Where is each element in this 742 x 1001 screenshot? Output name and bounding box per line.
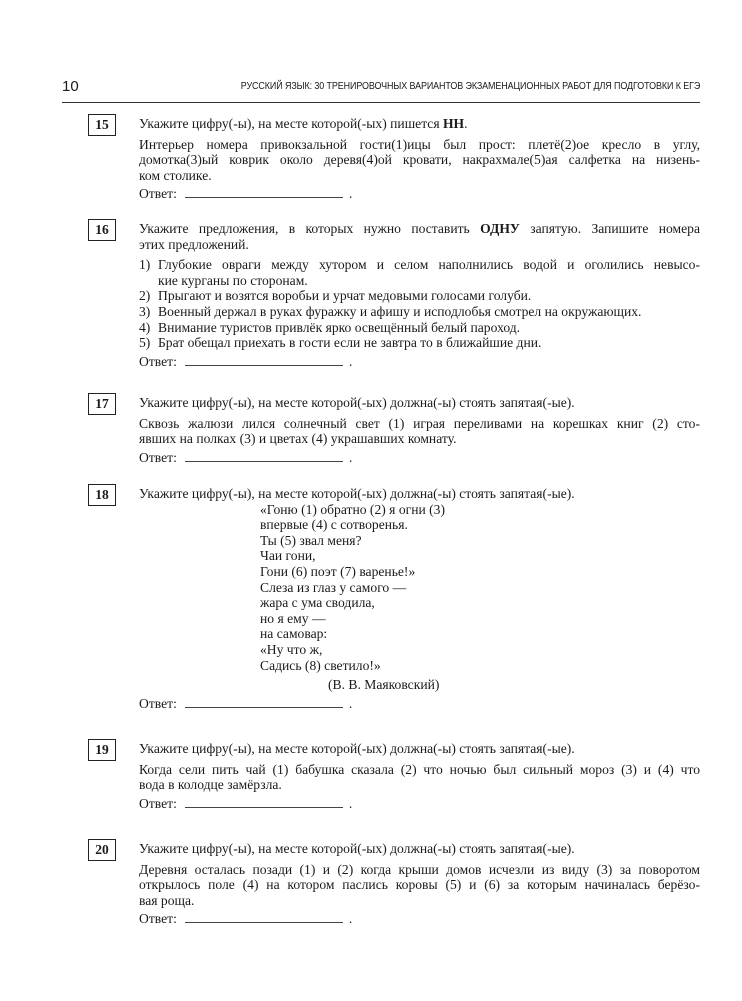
task-text-line: явших на полках (3) и цветах (4) украшавших комнату. <box>139 431 457 447</box>
task-prompt: Укажите цифру(-ы), на месте которой(-ых) должна(-ы) стоять запятая(-ые). <box>139 486 575 501</box>
item-number: 1) <box>139 257 151 273</box>
task-prompt: Укажите цифру(-ы), на месте которой(-ых) должна(-ы) стоять запятая(-ые). <box>139 841 575 856</box>
task-prompt-line: этих предложений. <box>139 236 249 252</box>
prompt-emphasis: НН <box>442 116 465 131</box>
poem-author: (В. В. Маяковский) <box>328 677 440 693</box>
task-number: 18 <box>88 484 116 506</box>
task-text-line: вая роща. <box>139 892 195 908</box>
task-text-line: Деревня осталась позади (1) и (2) когда крыши домов исчезли из виду (3) за поворотом <box>139 861 700 877</box>
answer-label: Ответ: <box>139 186 177 202</box>
answer-dot: . <box>348 695 353 711</box>
poem-line: Садись (8) светило!» <box>260 657 381 673</box>
answer-field[interactable] <box>139 186 700 202</box>
poem-line: впервые (4) с сотворенья. <box>260 517 408 533</box>
answer-blank[interactable] <box>185 354 343 366</box>
prompt-text: Укажите цифру(-ы), на месте которой(-ых) пишется <box>139 116 443 131</box>
task-prompt <box>139 221 700 237</box>
task-text-line: Интерьер номера привокзальной гости(1)ицы был прост: плетё(2)ое кресло в углу, <box>139 136 700 152</box>
list-item <box>139 320 700 336</box>
answer-field[interactable] <box>139 354 700 370</box>
answer-label: Ответ: <box>139 353 177 369</box>
list-item <box>139 288 700 304</box>
answer-blank[interactable] <box>185 696 343 708</box>
task-prompt: Укажите цифру(-ы), на месте которой(-ых) должна(-ы) стоять запятая(-ые). <box>139 741 575 756</box>
task-prompt <box>139 116 700 132</box>
task-number: 19 <box>88 739 116 761</box>
answer-label: Ответ: <box>139 449 177 465</box>
poem <box>260 502 700 674</box>
task-text-line: Когда сели пить чай (1) бабушка сказала (2) что ночью был сильный мороз (3) и (4) что <box>139 761 700 777</box>
prompt-text: Укажите предложения, в которых нужно поставить <box>139 221 481 236</box>
item-number: 4) <box>139 319 151 335</box>
task-number: 17 <box>88 393 116 415</box>
answer-dot: . <box>348 353 353 369</box>
poem-line: Гони (6) поэт (7) варенье!» <box>260 563 416 579</box>
running-header: РУССКИЙ ЯЗЫК: 30 ТРЕНИРОВОЧНЫХ ВАРИАНТОВ ЭКЗАМЕНАЦИОННЫХ РАБОТ ДЛЯ ПОДГОТОВКИ К ЕГЭ <box>240 81 700 92</box>
list-item <box>139 304 700 320</box>
answer-dot: . <box>348 186 353 202</box>
poem-line: жара с ума сводила, <box>260 595 375 611</box>
header-divider <box>62 102 700 103</box>
item-text: Прыгают и возятся воробьи и урчат медовыми голосами голуби. <box>158 288 532 304</box>
task-text-line: ком столике. <box>139 167 212 183</box>
answer-label: Ответ: <box>139 911 177 927</box>
poem-line: «Гоню (1) обратно (2) я огни (3) <box>260 501 446 517</box>
task-number: 16 <box>88 219 116 241</box>
prompt-text: запятую. Запишите номера <box>519 221 700 236</box>
item-text: Военный держал в руках фуражку и афишу и исподлобья смотрел на окружающих. <box>158 303 642 319</box>
prompt-text: . <box>464 116 468 131</box>
item-text: Брат обещал приехать в гости если не завтра то в ближайшие дни. <box>158 335 542 351</box>
task-text-line: Сквозь жалюзи лился солнечный свет (1) играя переливами на корешках книг (2) сто- <box>139 415 700 431</box>
answer-dot: . <box>348 449 353 465</box>
answer-blank[interactable] <box>185 450 343 462</box>
task-text-line: вода в колодце замёрзла. <box>139 777 282 793</box>
answer-field[interactable] <box>139 796 700 812</box>
poem-line: Чаи гони, <box>260 548 316 564</box>
task-number: 20 <box>88 839 116 861</box>
item-number: 5) <box>139 335 151 351</box>
prompt-emphasis: ОДНУ <box>480 221 520 236</box>
item-number: 3) <box>139 303 151 319</box>
answer-blank[interactable] <box>185 186 343 198</box>
answer-blank[interactable] <box>185 911 343 923</box>
poem-line: на самовар: <box>260 626 328 642</box>
task-number: 15 <box>88 114 116 136</box>
answer-label: Ответ: <box>139 795 177 811</box>
item-text: Внимание туристов привлёк ярко освещённый белый пароход. <box>158 319 521 335</box>
task-text-line: домотка(3)ый коврик около деревя(4)ой кровати, накрахмале(5)ая салфетка на низень- <box>139 152 700 168</box>
answer-label: Ответ: <box>139 695 177 711</box>
poem-line: «Ну что ж, <box>260 641 323 657</box>
poem-line: но я ему — <box>260 610 326 626</box>
poem-line: Ты (5) звал меня? <box>260 532 362 548</box>
task-prompt: Укажите цифру(-ы), на месте которой(-ых) должна(-ы) стоять запятая(-ые). <box>139 395 575 410</box>
task-text-line: открылось поле (4) на котором паслись коровы (5) и (6) за которым начиналась берёзо- <box>139 877 700 893</box>
list-item <box>139 335 700 351</box>
item-text: кие курганы по сторонам. <box>158 272 308 288</box>
poem-line: Слеза из глаз у самого — <box>260 579 407 595</box>
answer-field[interactable] <box>139 696 700 712</box>
page-number: 10 <box>62 78 79 95</box>
item-number: 2) <box>139 288 151 304</box>
item-text: Глубокие овраги между хутором и селом наполнились водой и оголились невысо- <box>158 257 700 273</box>
answer-dot: . <box>348 911 353 927</box>
answer-dot: . <box>348 795 353 811</box>
answer-blank[interactable] <box>185 796 343 808</box>
answer-field[interactable] <box>139 911 700 927</box>
answer-field[interactable] <box>139 450 700 466</box>
list-item <box>139 257 700 288</box>
